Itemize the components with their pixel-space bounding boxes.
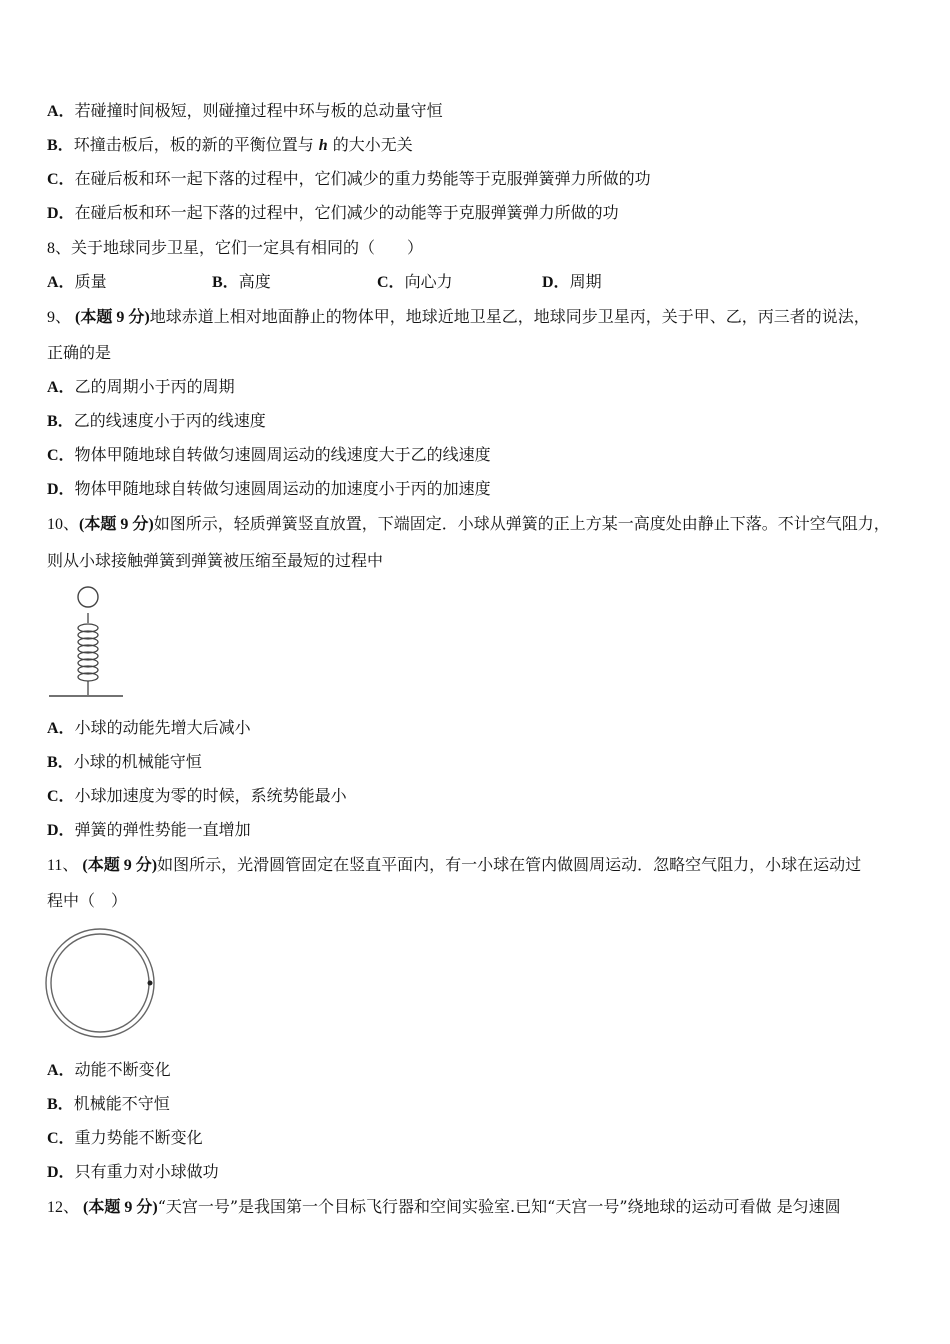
q8-options [47, 272, 907, 292]
q10-stem-line1: 10、(本题 9 分)如图所示，轻质弹簧竖直放置，下端固定．小球从弹簧的正上方某一高度处由静止下落。不计空气阻力， [47, 514, 890, 533]
q8-option-c: C．向心力 [377, 272, 453, 291]
q10-option-c: C．小球加速度为零的时候，系统势能最小 [47, 786, 347, 805]
q9-option-a: A．乙的周期小于丙的周期 [47, 377, 235, 396]
q11-option-c: C．重力势能不断变化 [47, 1128, 203, 1147]
small-ball-icon [148, 981, 153, 986]
circular-tube-figure [44, 927, 159, 1042]
q7-option-d: D．在碰后板和环一起下落的过程中，它们减少的动能等于克服弹簧弹力所做的功 [47, 203, 619, 222]
spring-icon [78, 613, 98, 695]
q9-option-b: B．乙的线速度小于丙的线速度 [47, 411, 266, 430]
q11-stem-line2: 程中（ ） [47, 891, 128, 910]
q9-stem-line2: 正确的是 [47, 343, 112, 362]
q9-stem-line1: 9、 (本题 9 分)地球赤道上相对地面静止的物体甲，地球近地卫星乙，地球同步卫星丙，关于甲、乙，丙三者的说法， [47, 307, 870, 326]
q10-option-a: A．小球的动能先增大后减小 [47, 718, 251, 737]
q7-option-a: A．若碰撞时间极短，则碰撞过程中环与板的总动量守恒 [47, 101, 443, 120]
q11-option-a: A．动能不断变化 [47, 1060, 171, 1079]
q9-option-d: D．物体甲随地球自转做匀速圆周运动的加速度小于丙的加速度 [47, 479, 491, 498]
q8-option-d: D．周期 [542, 272, 602, 291]
q12-stem-line1: 12、 (本题 9 分)“天宫一号”是我国第一个目标飞行器和空间实验室.已知“天宫一号”绕地球的运动可看做 是匀速圆 [47, 1197, 841, 1216]
q10-option-d: D．弹簧的弹性势能一直增加 [47, 820, 251, 839]
q7-option-c: C．在碰后板和环一起下落的过程中，它们减少的重力势能等于克服弹簧弹力所做的功 [47, 169, 651, 188]
q8-option-a: A．质量 [47, 272, 107, 291]
q11-option-d: D．只有重力对小球做功 [47, 1162, 219, 1181]
spring-ball-figure [45, 583, 130, 703]
q7-option-b: B．环撞击板后，板的新的平衡位置与 h 的大小无关 [47, 135, 413, 154]
tube-inner-ring [51, 934, 149, 1032]
tube-outer-ring [46, 929, 154, 1037]
q11-stem-line1: 11、 (本题 9 分)如图所示，光滑圆管固定在竖直平面内，有一小球在管内做圆周运动．忽略空气阻力，小球在运动过 [47, 855, 862, 874]
ball-icon [78, 587, 98, 607]
q10-option-b: B．小球的机械能守恒 [47, 752, 202, 771]
q10-stem-line2: 则从小球接触弹簧到弹簧被压缩至最短的过程中 [47, 551, 384, 570]
q8-option-b: B．高度 [212, 272, 271, 291]
q9-option-c: C．物体甲随地球自转做匀速圆周运动的线速度大于乙的线速度 [47, 445, 491, 464]
q8-stem: 8、关于地球同步卫星，它们一定具有相同的（ ） [47, 238, 424, 257]
q11-option-b: B．机械能不守恒 [47, 1094, 170, 1113]
